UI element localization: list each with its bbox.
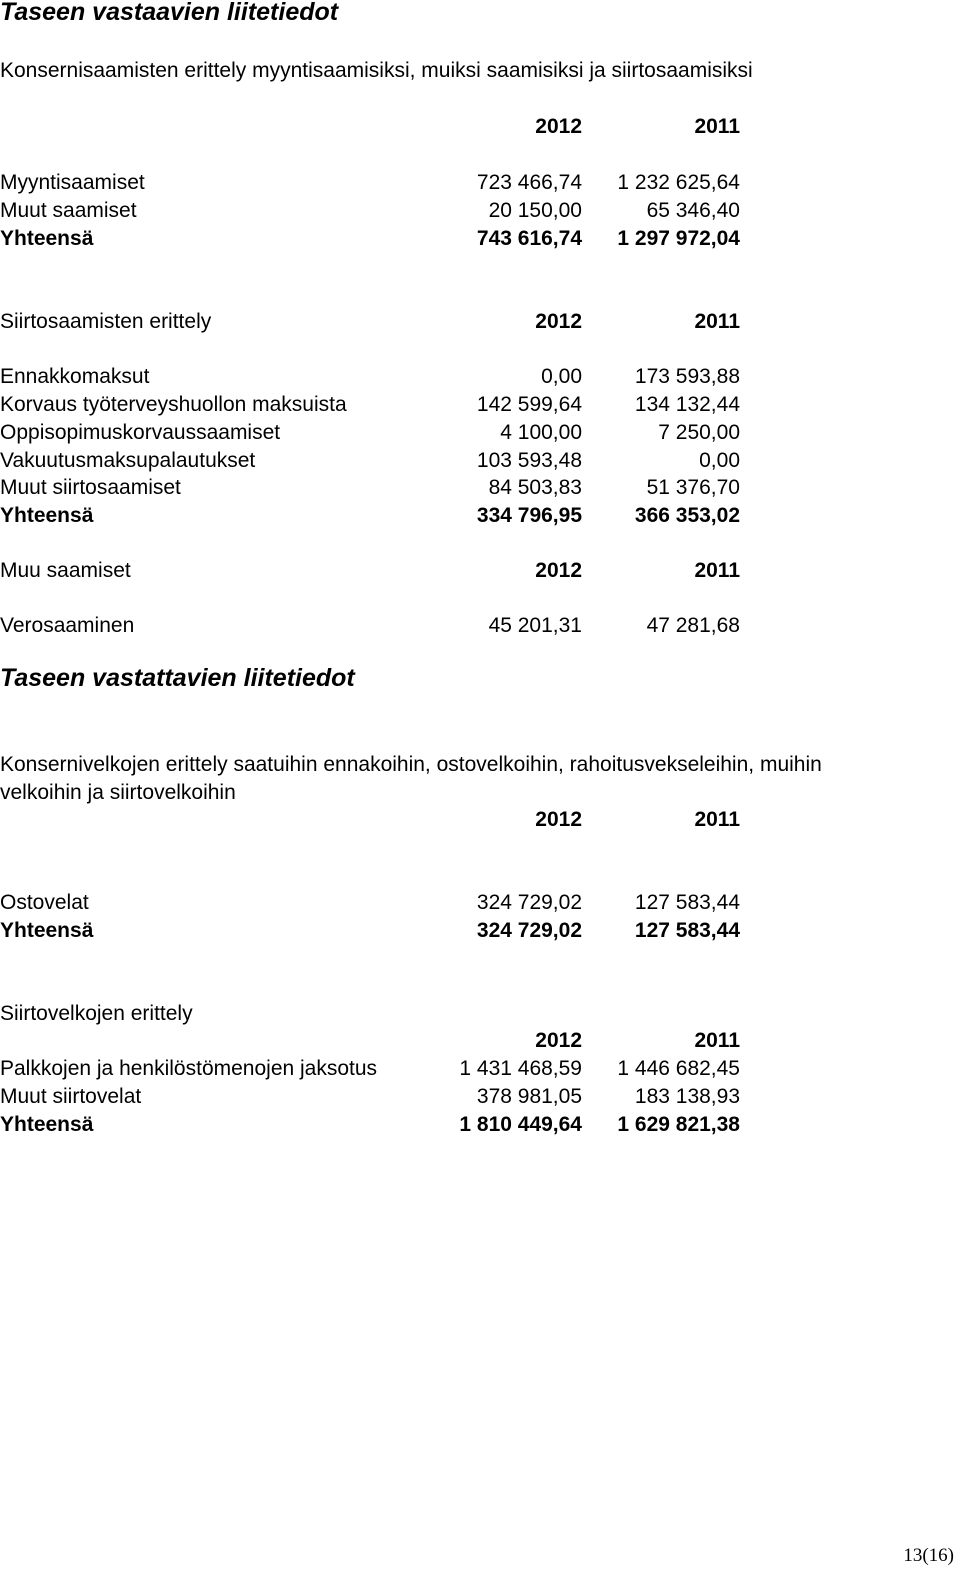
- sec5-row-value-2011: 183 138,93: [634, 1085, 740, 1108]
- sec5-total-label: Yhteensä: [0, 1113, 94, 1136]
- sec2-row-value-2012: 0,00: [541, 365, 582, 388]
- sec3-row-label: Verosaaminen: [0, 614, 135, 637]
- sec4-year-2011: 2011: [694, 808, 740, 831]
- sec2-row-value-2012: 103 593,48: [476, 449, 582, 472]
- sec2-row-value-2011: 0,00: [699, 449, 740, 472]
- sec1-title: Konsernisaamisten erittely myyntisaamisiksi, muiksi saamisiksi ja siirtosaamisiksi: [0, 59, 753, 82]
- sec5-year-2012: 2012: [535, 1029, 582, 1052]
- sec1-row-value-2011: 1 232 625,64: [617, 171, 740, 194]
- sec2-row-value-2011: 51 376,70: [646, 476, 740, 499]
- sec2-row-label: Korvaus työterveyshuollon maksuista: [0, 393, 347, 416]
- sec5-total-2012: 1 810 449,64: [459, 1113, 582, 1136]
- section-heading-liabilities: Taseen vastattavien liitetiedot: [0, 664, 355, 692]
- sec1-year-2011: 2011: [694, 115, 740, 138]
- sec3-row-value-2012: 45 201,31: [488, 614, 582, 637]
- sec5-row-label: Muut siirtovelat: [0, 1085, 142, 1108]
- sec5-year-2011: 2011: [694, 1029, 740, 1052]
- sec4-title-line1: Konsernivelkojen erittely saatuihin ennakoihin, ostovelkoihin, rahoitusvekseleihin, muihin: [0, 753, 822, 776]
- sec1-total-2012: 743 616,74: [476, 227, 582, 250]
- sec2-row-label: Ennakkomaksut: [0, 365, 150, 388]
- sec2-row-value-2012: 142 599,64: [476, 393, 582, 416]
- sec1-year-2012: 2012: [535, 115, 582, 138]
- sec4-year-2012: 2012: [535, 808, 582, 831]
- sec1-total-2011: 1 297 972,04: [617, 227, 740, 250]
- sec4-row-value-2011: 127 583,44: [634, 891, 740, 914]
- sec1-row-value-2012: 20 150,00: [488, 199, 582, 222]
- sec4-row-value-2012: 324 729,02: [476, 891, 582, 914]
- sec3-year-2012: 2012: [535, 559, 582, 582]
- sec2-total-2011: 366 353,02: [634, 504, 740, 527]
- sec2-row-label: Vakuutusmaksupalautukset: [0, 449, 256, 472]
- sec2-title: Siirtosaamisten erittely: [0, 310, 212, 333]
- sec1-row-label: Muut saamiset: [0, 199, 137, 222]
- page-number: 13(16): [903, 1545, 954, 1566]
- sec1-row-label: Myyntisaamiset: [0, 171, 145, 194]
- sec5-title: Siirtovelkojen erittely: [0, 1002, 193, 1025]
- sec2-year-2012: 2012: [535, 310, 582, 333]
- sec2-row-value-2011: 7 250,00: [658, 421, 740, 444]
- sec5-row-label: Palkkojen ja henkilöstömenojen jaksotus: [0, 1057, 378, 1080]
- sec4-total-2011: 127 583,44: [634, 919, 740, 942]
- sec2-row-label: Muut siirtosaamiset: [0, 476, 181, 499]
- sec2-row-value-2012: 4 100,00: [500, 421, 582, 444]
- sec2-row-value-2011: 134 132,44: [634, 393, 740, 416]
- sec1-row-value-2012: 723 466,74: [476, 171, 582, 194]
- sec5-row-value-2012: 378 981,05: [476, 1085, 582, 1108]
- sec5-row-value-2011: 1 446 682,45: [617, 1057, 740, 1080]
- sec4-title-line2: velkoihin ja siirtovelkoihin: [0, 781, 236, 804]
- sec4-total-2012: 324 729,02: [476, 919, 582, 942]
- sec5-total-2011: 1 629 821,38: [617, 1113, 740, 1136]
- sec3-row-value-2011: 47 281,68: [646, 614, 740, 637]
- sec5-row-value-2012: 1 431 468,59: [459, 1057, 582, 1080]
- sec2-year-2011: 2011: [694, 310, 740, 333]
- section-heading-assets: Taseen vastaavien liitetiedot: [0, 0, 339, 26]
- sec3-title: Muu saamiset: [0, 559, 131, 582]
- sec2-row-value-2012: 84 503,83: [488, 476, 582, 499]
- sec3-year-2011: 2011: [694, 559, 740, 582]
- sec2-row-label: Oppisopimuskorvaussaamiset: [0, 421, 281, 444]
- sec1-total-label: Yhteensä: [0, 227, 94, 250]
- sec2-row-value-2011: 173 593,88: [634, 365, 740, 388]
- sec4-total-label: Yhteensä: [0, 919, 94, 942]
- sec2-total-2012: 334 796,95: [476, 504, 582, 527]
- sec4-row-label: Ostovelat: [0, 891, 89, 914]
- sec2-total-label: Yhteensä: [0, 504, 94, 527]
- sec1-row-value-2011: 65 346,40: [646, 199, 740, 222]
